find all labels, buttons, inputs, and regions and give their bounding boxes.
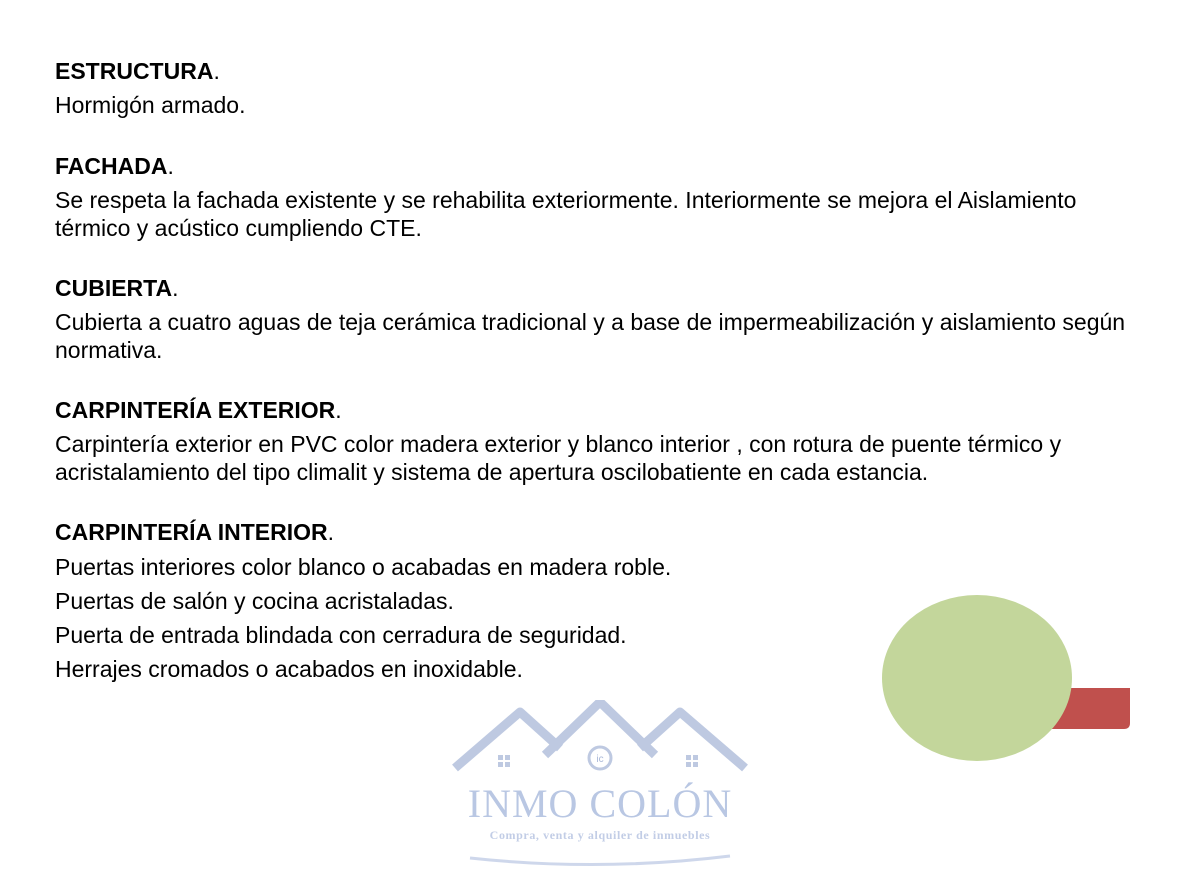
section-text: Herrajes cromados o acabados en inoxidable. (55, 656, 523, 682)
section-text: Puerta de entrada blindada con cerradura de seguridad. (55, 622, 627, 648)
section-text: Puertas de salón y cocina acristaladas. (55, 588, 454, 614)
section-heading: CUBIERTA. (55, 275, 179, 301)
section-heading: FACHADA. (55, 153, 174, 179)
logo-monogram: ic (596, 754, 604, 765)
logo-name: INMO COLÓN (467, 781, 733, 826)
logo-tagline: Compra, venta y alquiler de inmuebles (489, 828, 711, 842)
section-heading: CARPINTERÍA EXTERIOR. (55, 397, 342, 423)
section-text: Hormigón armado. (55, 92, 246, 118)
section-carpinteria-exterior (55, 395, 1135, 486)
section-heading: ESTRUCTURA. (55, 58, 220, 84)
house-roofs-icon (450, 700, 750, 790)
section-text: Cubierta a cuatro aguas de teja cerámica tradicional y a base de impermeabilización y aislamiento según normativa. (55, 309, 1126, 363)
section-text: Se respeta la fachada existente y se rehabilita exteriormente. Interiormente se mejora el Aislamiento térmico y acústico cumpliendo CTE. (55, 187, 1077, 241)
logo-swoosh (450, 850, 750, 870)
company-logo (450, 700, 750, 876)
section-fachada (55, 151, 1135, 242)
decorative-circle-shape (880, 595, 1135, 765)
section-heading: CARPINTERÍA INTERIOR. (55, 519, 334, 545)
section-text: Puertas interiores color blanco o acabadas en madera roble. (55, 554, 672, 580)
section-cubierta (55, 273, 1135, 364)
decorative-green-circle (882, 595, 1072, 761)
section-estructura (55, 56, 1135, 119)
section-text: Carpintería exterior en PVC color madera exterior y blanco interior , con rotura de puente térmico y acristalamiento del tipo climalit y sistema de apertura oscilobatiente en cada estancia. (55, 431, 1062, 485)
document-body (55, 56, 1135, 683)
